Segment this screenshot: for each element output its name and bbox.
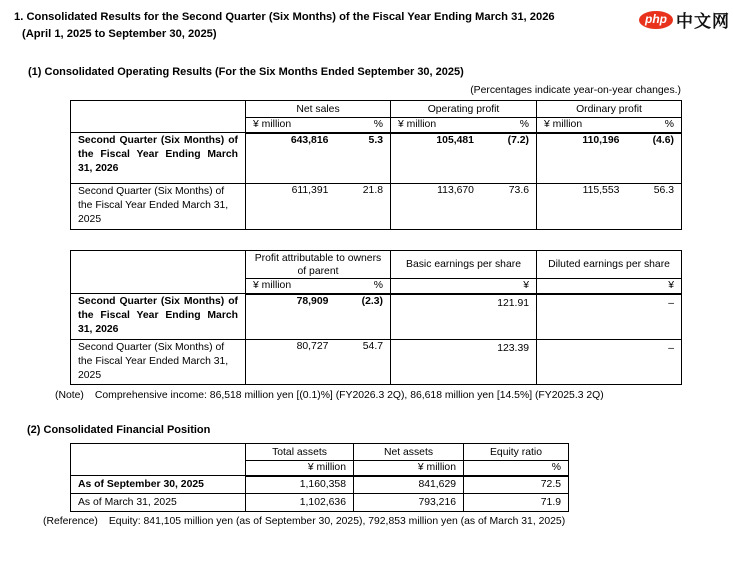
col-header-net-sales: Net sales	[246, 101, 391, 118]
comprehensive-income-note	[55, 390, 604, 401]
section2-heading: (2) Consolidated Financial Position	[27, 424, 211, 436]
pct-value: 73.6	[508, 185, 529, 196]
row-label-prior-period: Second Quarter (Six Months) of the Fiscal Year Ended March 31, 2025	[71, 184, 246, 230]
unit-percent-label: %	[373, 280, 383, 292]
unit-cell	[391, 118, 537, 133]
unit-million-cell: ¥ million	[246, 461, 354, 476]
php-logo-badge: php	[639, 11, 673, 29]
value: 80,727	[296, 341, 329, 352]
net-assets-current-cell: 841,629	[354, 476, 464, 494]
profit-prior-cell	[246, 340, 391, 385]
col-header-operating-profit: Operating profit	[391, 101, 537, 118]
table-header-row	[71, 101, 682, 118]
unit-million-label: ¥ million	[398, 119, 437, 131]
row-label-header-cell	[71, 444, 246, 476]
operating-profit-current-cell	[391, 133, 537, 184]
document-title-line2: (April 1, 2025 to September 30, 2025)	[22, 27, 217, 40]
note-text: Comprehensive income: 86,518 million yen [(0.1)%] (FY2026.3 2Q), 86,618 million yen [14.5%] (FY2025.3 2Q)	[94, 390, 604, 401]
col-header-total-assets: Total assets	[246, 444, 354, 461]
financial-position-table	[70, 443, 569, 512]
value: 110,196	[582, 134, 620, 146]
total-assets-current-cell: 1,160,358	[246, 476, 354, 494]
value: 115,553	[582, 185, 620, 196]
basic-eps-current-cell: 121.91	[391, 294, 537, 340]
equity-ratio-current-cell: 72.5	[464, 476, 569, 494]
section1-heading: (1) Consolidated Operating Results (For the Six Months Ended September 30, 2025)	[28, 66, 464, 78]
ordinary-profit-current-cell	[537, 133, 682, 184]
col-header-profit-attributable: Profit attributable to owners of parent	[246, 251, 391, 279]
pct-value: (7.2)	[507, 134, 529, 146]
col-header-diluted-eps: Diluted earnings per share	[537, 251, 682, 279]
earnings-per-share-table	[70, 250, 682, 385]
note-label: (Note)	[55, 390, 84, 401]
table-row-prior-date	[71, 494, 569, 512]
table-header-row	[71, 251, 682, 279]
unit-percent-cell: %	[464, 461, 569, 476]
pct-value: 56.3	[653, 185, 674, 196]
total-assets-prior-cell: 1,102,636	[246, 494, 354, 512]
basic-eps-prior-cell: 123.39	[391, 340, 537, 385]
pct-value: 54.7	[362, 341, 383, 352]
unit-cell	[246, 118, 391, 133]
equity-ratio-prior-cell: 71.9	[464, 494, 569, 512]
unit-yen-cell: ¥	[391, 279, 537, 294]
php-chinese-site-logo[interactable]	[639, 7, 730, 32]
pct-value: (4.6)	[652, 134, 674, 146]
unit-million-label: ¥ million	[253, 280, 292, 292]
operating-profit-prior-cell	[391, 184, 537, 230]
table-row-current-period	[71, 133, 682, 184]
ordinary-profit-prior-cell	[537, 184, 682, 230]
unit-million-label: ¥ million	[253, 119, 292, 131]
percentages-note: (Percentages indicate year-on-year changes.)	[470, 85, 681, 96]
net-sales-current-cell	[246, 133, 391, 184]
row-label-as-of-september: As of September 30, 2025	[71, 476, 246, 494]
unit-percent-label: %	[373, 119, 383, 131]
row-label-current-period: Second Quarter (Six Months) of the Fiscal Year Ending March 31, 2026	[71, 294, 246, 340]
pct-value: 21.8	[362, 185, 383, 196]
unit-yen-cell: ¥	[537, 279, 682, 294]
table-row-prior-period	[71, 340, 682, 385]
col-header-equity-ratio: Equity ratio	[464, 444, 569, 461]
net-assets-prior-cell: 793,216	[354, 494, 464, 512]
diluted-eps-current-cell: –	[537, 294, 682, 340]
unit-percent-label: %	[664, 119, 674, 131]
value: 611,391	[291, 185, 329, 196]
profit-current-cell	[246, 294, 391, 340]
value: 78,909	[296, 295, 329, 307]
reference-text: Equity: 841,105 million yen (as of September 30, 2025), 792,853 million yen (as of March 31, 2025)	[108, 516, 566, 527]
reference-label: (Reference)	[43, 516, 98, 527]
logo-site-name: 中文网	[676, 12, 730, 31]
unit-million-cell: ¥ million	[354, 461, 464, 476]
value: 643,816	[290, 134, 329, 146]
table-row-current-date	[71, 476, 569, 494]
pct-value: (2.3)	[361, 295, 383, 307]
net-sales-prior-cell	[246, 184, 391, 230]
table-header-row	[71, 444, 569, 461]
pct-value: 5.3	[368, 134, 383, 146]
table-row-current-period	[71, 294, 682, 340]
equity-reference-note	[43, 516, 565, 527]
row-label-header-cell	[71, 101, 246, 133]
unit-cell	[537, 118, 682, 133]
value: 113,670	[437, 185, 474, 196]
col-header-net-assets: Net assets	[354, 444, 464, 461]
row-label-header-cell	[71, 251, 246, 294]
unit-cell	[246, 279, 391, 294]
col-header-ordinary-profit: Ordinary profit	[537, 101, 682, 118]
col-header-basic-eps: Basic earnings per share	[391, 251, 537, 279]
row-label-as-of-march: As of March 31, 2025	[71, 494, 246, 512]
table-row-prior-period	[71, 184, 682, 230]
diluted-eps-prior-cell: –	[537, 340, 682, 385]
value: 105,481	[436, 134, 474, 146]
operating-results-table	[70, 100, 682, 230]
document-title	[14, 9, 555, 42]
unit-million-label: ¥ million	[544, 119, 583, 131]
row-label-current-period: Second Quarter (Six Months) of the Fiscal Year Ending March 31, 2026	[71, 133, 246, 184]
unit-percent-label: %	[519, 119, 529, 131]
row-label-prior-period: Second Quarter (Six Months) of the Fiscal Year Ended March 31, 2025	[71, 340, 246, 385]
document-title-line1: 1. Consolidated Results for the Second Quarter (Six Months) of the Fiscal Year Ending March 31, 2026	[14, 11, 555, 23]
